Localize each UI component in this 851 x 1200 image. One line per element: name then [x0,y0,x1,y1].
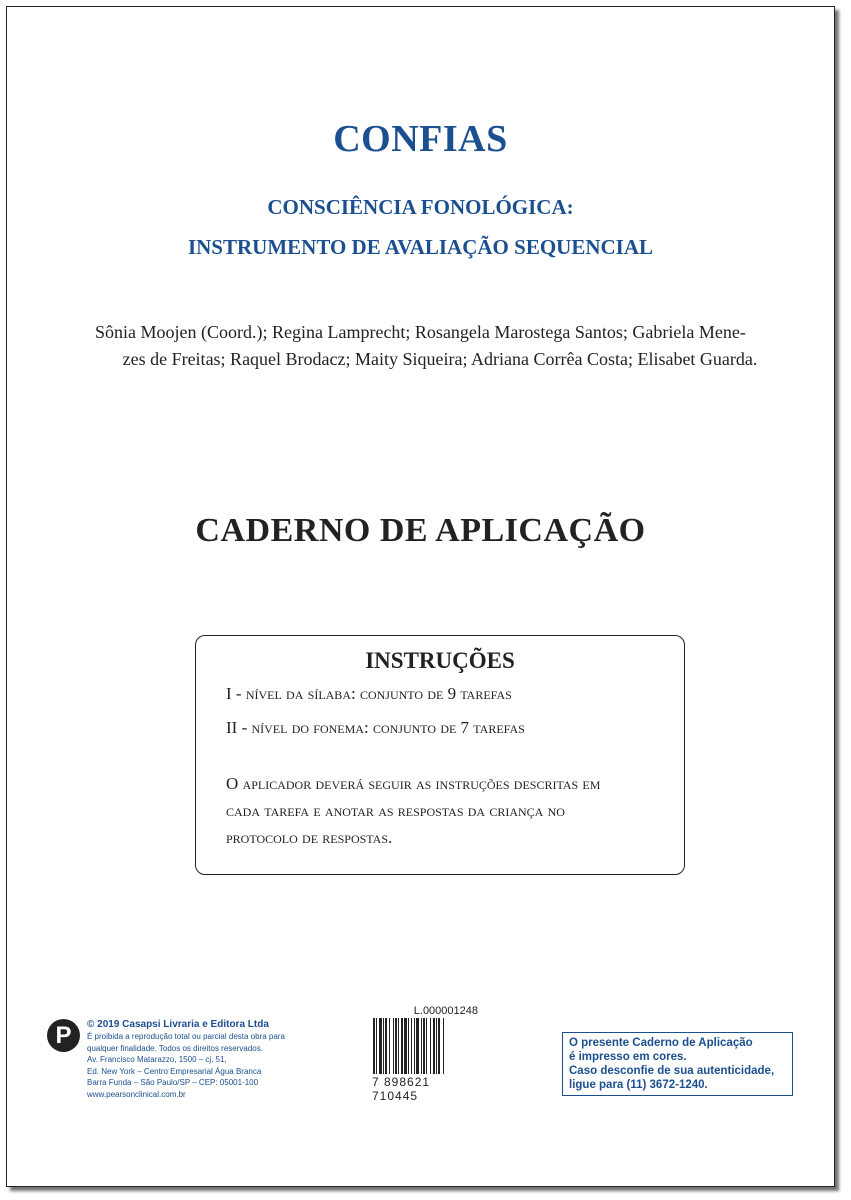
notice-line-3: Caso desconfie de sua autenticidade, [569,1065,775,1077]
imprint-line-5: Barra Funda – São Paulo/SP – CEP: 05001-100 [87,1078,259,1087]
authors-block [95,319,785,373]
imprint-website: www.pearsonclinical.com.br [87,1089,186,1099]
instructions-paragraph [226,770,676,851]
notice-line-4: ligue para (11) 3672-1240. [569,1079,708,1091]
copyright-line: © 2019 Casapsi Livraria e Editora Ltda [87,1019,269,1030]
barcode-number: 7 898621 710445 [372,1075,431,1103]
barcode-block [372,1005,478,1103]
pearson-logo-icon: P [47,1019,80,1052]
imprint-line-2: qualquer finalidade. Todos os direitos reservados. [87,1043,263,1053]
imprint-line-1: É proibida a reprodução total ou parcial desta obra para [87,1032,285,1041]
instructions-paragraph-line-3: protocolo de respostas. [226,828,393,847]
instruction-item-2: II - nível do fonema: conjunto de 7 tarefas [226,718,525,737]
barcode-icon [372,1018,478,1074]
instructions-heading: INSTRUÇÕES [365,648,515,673]
authors-line-2: zes de Freitas; Raquel Brodacz; Maity Siqueira; Adriana Corrêa Costa; Elisabet Guarda. [122,349,758,369]
instructions-paragraph-line-2: cada tarefa e anotar as respostas da criança no [226,801,565,820]
imprint-line-4: Ed. New York – Centro Empresarial Água Branca [87,1066,262,1076]
subtitle-line-1: CONSCIÊNCIA FONOLÓGICA: [267,195,574,219]
authenticity-notice [562,1032,793,1096]
publisher-imprint [87,1018,302,1100]
notice-line-1: O presente Caderno de Aplicação [569,1037,753,1049]
document-page [6,6,835,1187]
instructions-box [195,635,685,875]
document-title: CONFIAS [333,118,508,160]
imprint-line-3: Av. Francisco Matarazzo, 1500 – cj. 51, [87,1055,227,1064]
authors-line-1: Sônia Moojen (Coord.); Regina Lamprecht; Rosangela Marostega Santos; Gabriela Mene- [95,322,746,342]
notice-line-2: é impresso em cores. [569,1051,687,1063]
subtitle-line-2: INSTRUMENTO DE AVALIAÇÃO SEQUENCIAL [187,235,654,259]
instruction-item-1: I - nível da sílaba: conjunto de 9 tarefas [226,684,512,703]
caderno-title: CADERNO DE APLICAÇÃO [195,512,646,549]
barcode-code: L.000001248 [413,1005,478,1017]
instructions-paragraph-line-1: O aplicador deverá seguir as instruções descritas em [226,774,601,793]
